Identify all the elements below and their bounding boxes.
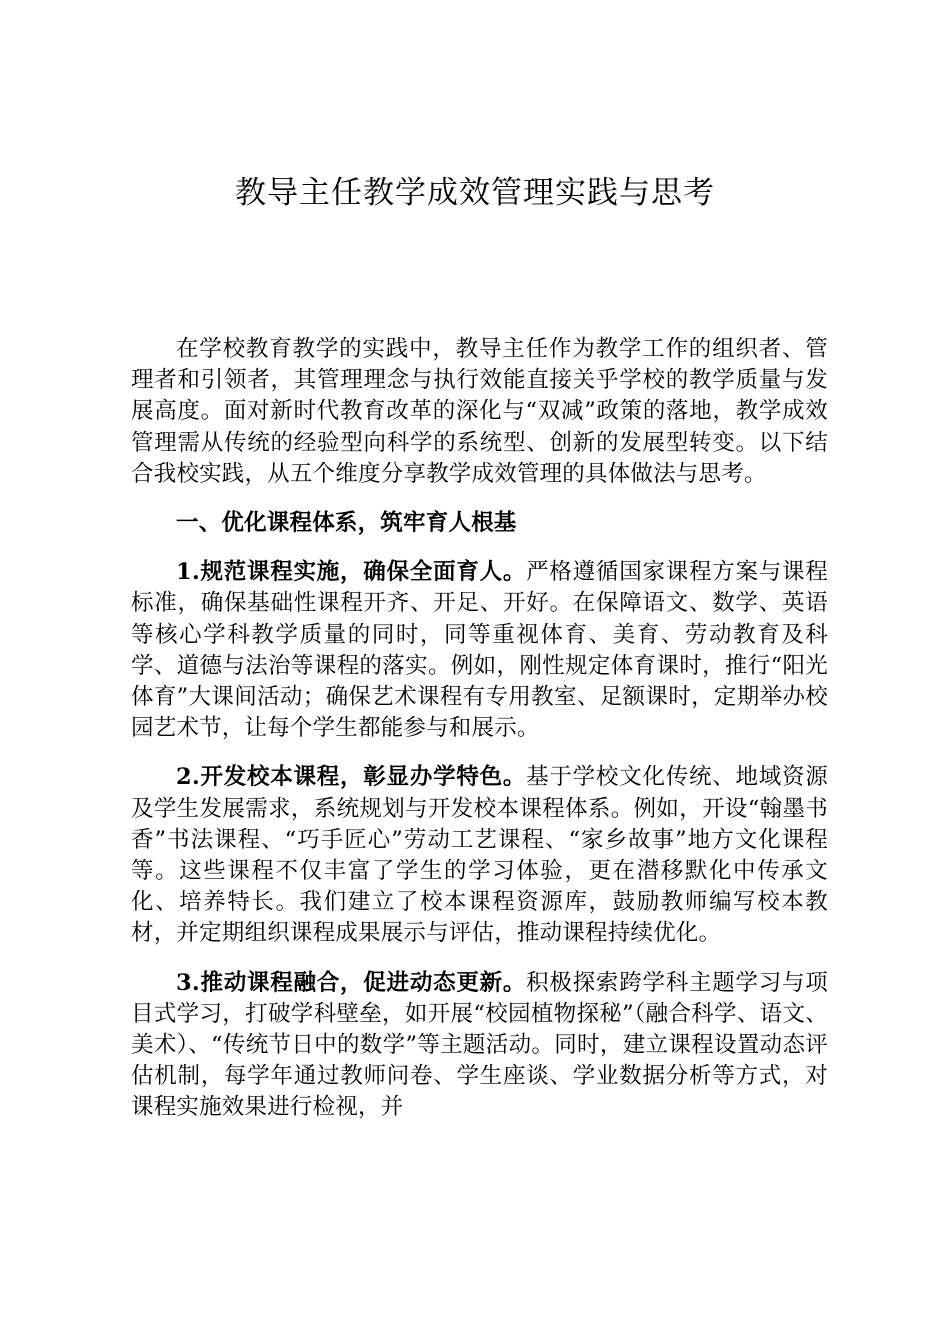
section-heading: 一、优化课程体系，筑牢育人根基: [176, 510, 517, 537]
item-text: 严格遵循国家课程方案与课程标准，确保基础性课程开齐、开足、开好。在保障语文、数学、英语等核心学科教学质量的同时，同等重视体育、美育、劳动教育及科学、道德与法治等课程的落实。例如，刚性规定体育课时，推行“阳光体育”大课间活动；确保艺术课程有专用教室、足额课时，定期举办校园艺术节，让每个学生都能参与和展示。: [131, 559, 828, 742]
document-title: 教导主任教学成效管理实践与思考: [235, 175, 715, 211]
document-body: [131, 334, 828, 1124]
item-paragraph: [131, 762, 828, 949]
item-lead: 1.规范课程实施，确保全面育人。: [176, 559, 527, 586]
item-lead: 2.开发校本课程，彰显办学特色。: [176, 764, 527, 791]
item-text: 积极探索跨学科主题学习与项目式学习，打破学科壁垒，如开展“校园植物探秘”（融合科学、语文、美术）、“传统节日中的数学”等主题活动。同时，建立课程设置动态评估机制，每学年通过教师问卷、学生座谈、学业数据分析等方式，对课程实施效果进行检视，并: [131, 969, 828, 1121]
item-lead: 3.推动课程融合，促进动态更新。: [176, 969, 527, 996]
intro-paragraph: 在学校教育教学的实践中，教导主任作为教学工作的组织者、管理者和引领者，其管理理念与执行效能直接关乎学校的教学质量与发展高度。面对新时代教育改革的深化与“双减”政策的落地，教学成效管理需从传统的经验型向科学的系统型、创新的发展型转变。以下结合我校实践，从五个维度分享教学成效管理的具体做法与思考。: [131, 336, 828, 487]
item-paragraph: [131, 968, 828, 1124]
item-paragraph: [131, 557, 828, 744]
item-text: 基于学校文化传统、地域资源及学生发展需求，系统规划与开发校本课程体系。例如，开设“翰墨书香”书法课程、“巧手匠心”劳动工艺课程、“家乡故事”地方文化课程等。这些课程不仅丰富了学生的学习体验，更在潜移默化中传承文化、培养特长。我们建立了校本课程资源库，鼓励教师编写校本教材，并定期组织课程成果展示与评估，推动课程持续优化。: [131, 764, 828, 947]
